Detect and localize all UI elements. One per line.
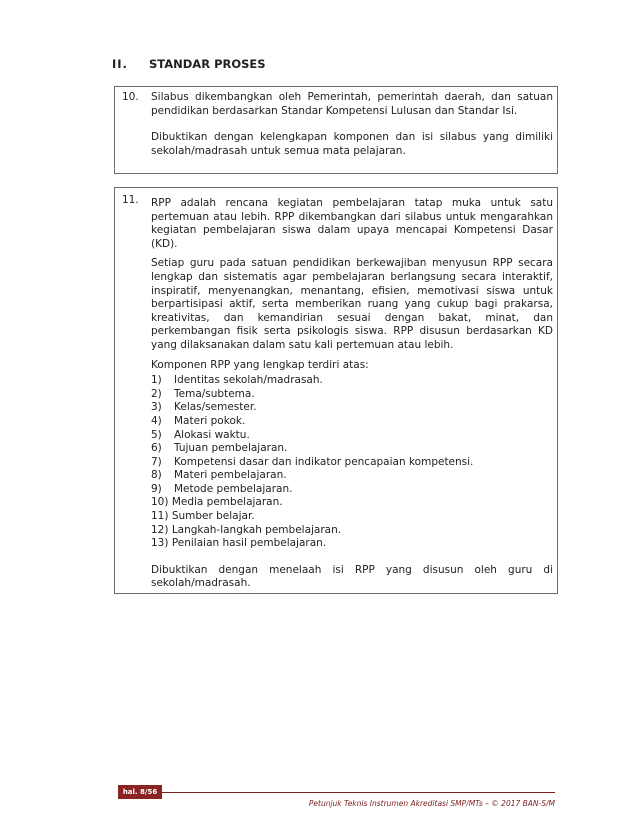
item-paragraph: Dibuktikan dengan kelengkapan komponen dan isi silabus yang dimiliki sekolah/madrasah untuk semua mata pelajaran. [151,131,553,157]
page-number-badge: hal. 8/56 [118,785,162,799]
rpp-component-list [151,374,553,551]
list-item: 13) Penilaian hasil pembelajaran. [151,537,327,550]
list-item: 12) Langkah-langkah pembelajaran. [151,523,342,536]
item-paragraph: Setiap guru pada satuan pendidikan berkewajiban menyusun RPP secara lengkap dan sistematis agar pembelajaran berlangsung secara interaktif, inspiratif, menyenangkan, menantang, efisien, memotivasi siswa untuk berpartisipasi aktif, serta memberikan ruang yang cukup bagi prakarsa, kreativitas, dan kemandirian sesuai dengan bakat, minat, dan perkembangan fisik serta psikologis siswa. RPP disusun berdasarkan KD yang dilaksanakan dalam satu kali pertemuan atau lebih. [151,257,553,351]
item-paragraph: RPP adalah rencana kegiatan pembelajaran tatap muka untuk satu pertemuan atau lebih. RPP dikembangkan dari silabus untuk mengarahkan kegiatan pembelajaran siswa dalam upaya mencapai Kompetensi Dasar (KD). [151,197,553,250]
item-closing: Dibuktikan dengan menelaah isi RPP yang disusun oleh guru di sekolah/madrasah. [151,563,553,590]
list-item: 1) Identitas sekolah/madrasah. [151,374,323,387]
item-number: 11. [122,194,139,206]
item-box-10 [114,86,558,174]
section-title: STANDAR PROSES [149,57,266,71]
list-item: 8) Materi pembelajaran. [151,469,287,482]
list-item: 4) Materi pokok. [151,414,246,427]
list-item: 3) Kelas/semester. [151,401,257,414]
item-paragraph: Silabus dikembangkan oleh Pemerintah, pemerintah daerah, dan satuan pendidikan berdasarkan Standar Kompetensi Lulusan dan Standar Isi. [151,91,553,117]
list-item: 6) Tujuan pembelajaran. [151,442,288,455]
list-item: 11) Sumber belajar. [151,510,255,523]
list-item: 10) Media pembelajaran. [151,496,283,509]
item-content [151,197,553,591]
footer-source: Petunjuk Teknis Instrumen Akreditasi SMP/MTs – © 2017 BAN-S/M [308,799,555,808]
item-number: 10. [122,91,139,103]
list-item: 9) Metode pembelajaran. [151,482,293,495]
item-content [151,91,553,158]
section-number: II. [112,57,128,71]
list-item: 7) Kompetensi dasar dan indikator pencapaian kompetensi. [151,455,474,468]
item-paragraph: Komponen RPP yang lengkap terdiri atas: [151,358,369,371]
item-box-11 [114,187,558,594]
list-item: 5) Alokasi waktu. [151,428,250,441]
list-item: 2) Tema/subtema. [151,387,255,400]
footer-rule [118,792,555,793]
